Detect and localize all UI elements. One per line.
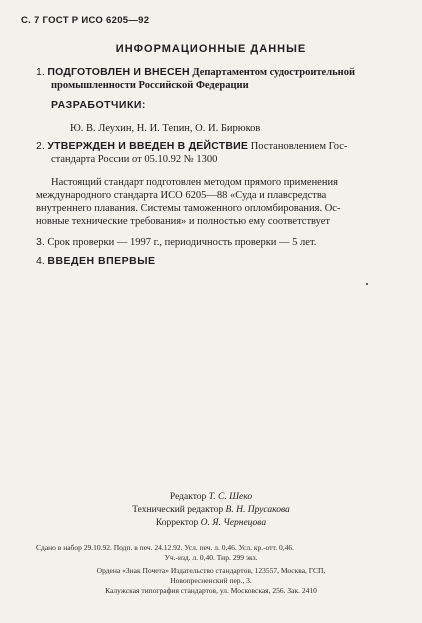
item-2-line-2: стандарта России от 05.10.92 № 1300 (51, 154, 218, 165)
imprint-line-4: Новопресненский пер., 3. (170, 576, 252, 585)
item-4-number: 4. (36, 255, 45, 267)
item-1-line-1 (36, 66, 355, 79)
corrector-name: О. Я. Чернецова (200, 518, 267, 528)
developers-names: Ю. В. Леухин, Н. И. Тепин, О. И. Бирюков (70, 123, 261, 134)
paragraph-line-1: Настоящий стандарт подготовлен методом прямого применения (51, 177, 338, 188)
item-2-lead: УТВЕРЖДЕН И ВВЕДЕН В ДЕЙСТВИЕ (47, 140, 249, 152)
corrector-label: Корректор (155, 518, 199, 528)
item-3-number: 3. (36, 236, 45, 248)
item-4-text: ВВЕДЕН ВПЕРВЫЕ (47, 255, 156, 267)
item-1-lead: ПОДГОТОВЛЕН И ВНЕСЕН (47, 66, 190, 78)
page-header: С. 7 ГОСТ Р ИСО 6205—92 (21, 15, 150, 26)
tech-editor-name: В. Н. Прусакова (225, 505, 290, 515)
item-3-text: Срок проверки — 1997 г., периодичность проверки — 5 лет. (47, 237, 317, 248)
developers-heading: РАЗРАБОТЧИКИ: (51, 99, 146, 111)
editor-line (0, 491, 422, 504)
page-title: ИНФОРМАЦИОННЫЕ ДАННЫЕ (115, 43, 307, 55)
editor-name: Т. С. Шеко (208, 492, 253, 502)
item-2-line-1 (36, 140, 347, 153)
item-4 (36, 255, 156, 268)
tech-editor-line (0, 504, 422, 517)
editor-label: Редактор (169, 492, 207, 502)
paragraph-line-3: внутреннего плавания. Системы таможенного опломбирования. Ос- (36, 203, 341, 214)
paragraph-line-4: новные технические требования» и полностью ему соответствует (36, 216, 331, 227)
item-2-text: Постановлением Гос- (250, 141, 348, 152)
paragraph-line-2: международного стандарта ИСО 6205—88 «Суда и плавсредства (36, 190, 327, 201)
tech-editor-label: Технический редактор (132, 505, 224, 515)
item-1-number: 1. (36, 66, 45, 78)
corrector-line (0, 517, 422, 530)
item-1-line-2: промышленности Российской Федерации (51, 80, 249, 91)
imprint-line-1: Сдано в набор 29.10.92. Подп. в печ. 24.12.92. Усл. печ. л. 0,46. Усл. кр.-отт. 0,46. (36, 543, 295, 552)
item-3 (36, 236, 316, 249)
stray-mark (366, 283, 368, 285)
imprint-line-2: Уч.-изд. л. 0,40. Тир. 299 экз. (164, 553, 258, 562)
imprint-line-5: Калужская типография стандартов, ул. Московская, 256. Зак. 2410 (105, 586, 317, 595)
item-1-text: Департаментом судостроительной (192, 67, 356, 78)
imprint-line-3: Ордена «Знак Почета» Издательство стандартов, 123557, Москва, ГСП, (96, 566, 326, 575)
item-2-number: 2. (36, 140, 45, 152)
